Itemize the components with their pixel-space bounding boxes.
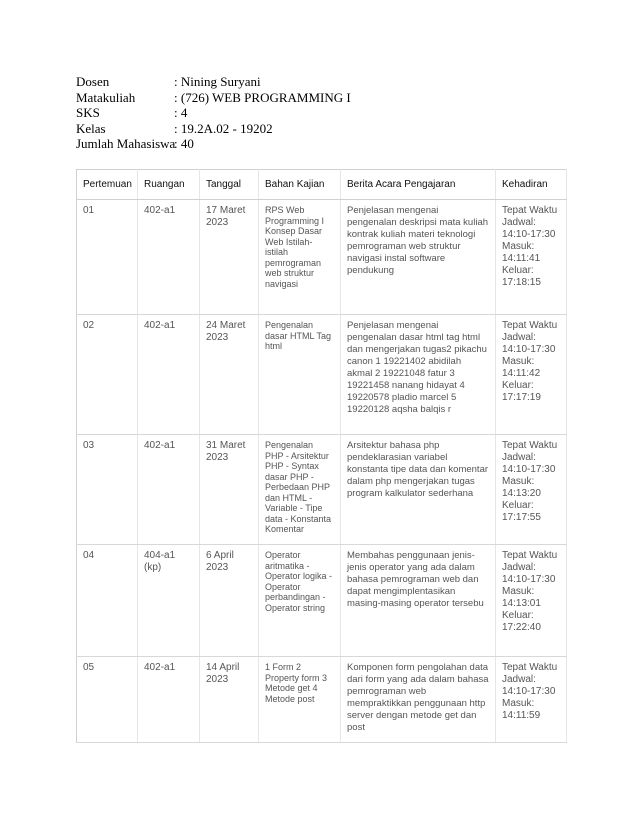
cell-kehadiran: Tepat Waktu Jadwal: 14:10-17:30 Masuk: 14:13:20 Keluar: 17:17:55 bbox=[496, 435, 567, 545]
cell-ruangan: 402-a1 bbox=[138, 200, 200, 315]
jumlah-value: : 40 bbox=[174, 136, 194, 151]
cell-pertemuan: 03 bbox=[77, 435, 138, 545]
sks-row bbox=[76, 105, 351, 121]
matakuliah-row bbox=[76, 90, 351, 106]
cell-tanggal: 17 Maret 2023 bbox=[200, 200, 259, 315]
col-header-pertemuan: Pertemuan bbox=[77, 170, 138, 200]
cell-berita-acara: Arsitektur bahasa php pendeklarasian variabel konstanta tipe data dan komentar dalam php mengerjakan tugas program kalkulator sederhana bbox=[341, 435, 496, 545]
cell-bahan-kajian: 1 Form 2 Property form 3 Metode get 4 Metode post bbox=[259, 657, 341, 743]
table-header-row bbox=[77, 170, 567, 200]
cell-pertemuan: 01 bbox=[77, 200, 138, 315]
cell-berita-acara: Penjelasan mengenai pengenalan deskripsi mata kuliah kontrak kuliah materi teknologi pemrograman web struktur navigasi instal software pendukung bbox=[341, 200, 496, 315]
table-row bbox=[77, 545, 567, 657]
col-header-berita-acara: Berita Acara Pengajaran bbox=[341, 170, 496, 200]
table-row bbox=[77, 315, 567, 435]
table-row bbox=[77, 657, 567, 743]
kelas-row bbox=[76, 121, 351, 137]
kelas-value: : 19.2A.02 - 19202 bbox=[174, 120, 273, 136]
cell-ruangan: 402-a1 bbox=[138, 435, 200, 545]
cell-bahan-kajian: Pengenalan dasar HTML Tag html bbox=[259, 315, 341, 435]
cell-bahan-kajian: Operator aritmatika - Operator logika - Operator perbandingan - Operator string bbox=[259, 545, 341, 657]
cell-berita-acara: Penjelasan mengenai pengenalan dasar html tag html dan mengerjakan tugas2 pikachu canon 1 19221402 abidilah akmal 2 19221048 fatur 3 19221458 nanang hidayat 4 19220578 pladio marcel 5 19220128 aqsha balqis r bbox=[341, 315, 496, 435]
col-header-kehadiran: Kehadiran bbox=[496, 170, 567, 200]
cell-ruangan: 402-a1 bbox=[138, 315, 200, 435]
matakuliah-label: Matakuliah bbox=[76, 89, 136, 105]
cell-berita-acara: Komponen form pengolahan data dari form yang ada dalam bahasa pemrograman web mempraktikkan penggunaan http server dengan metode get dan post bbox=[341, 657, 496, 743]
attendance-table bbox=[76, 169, 567, 743]
cell-kehadiran: Tepat Waktu Jadwal: 14:10-17:30 Masuk: 14:11:42 Keluar: 17:17:19 bbox=[496, 315, 567, 435]
kelas-label: Kelas bbox=[76, 120, 106, 136]
cell-tanggal: 14 April 2023 bbox=[200, 657, 259, 743]
matakuliah-value: : (726) WEB PROGRAMMING I bbox=[174, 89, 351, 105]
course-header bbox=[76, 74, 351, 152]
col-header-tanggal: Tanggal bbox=[200, 170, 259, 200]
cell-kehadiran: Tepat Waktu Jadwal: 14:10-17:30 Masuk: 14:13:01 Keluar: 17:22:40 bbox=[496, 545, 567, 657]
jumlah-row bbox=[76, 136, 351, 152]
cell-tanggal: 31 Maret 2023 bbox=[200, 435, 259, 545]
cell-ruangan: 402-a1 bbox=[138, 657, 200, 743]
cell-pertemuan: 05 bbox=[77, 657, 138, 743]
dosen-value: : Nining Suryani bbox=[174, 74, 261, 89]
cell-tanggal: 6 April 2023 bbox=[200, 545, 259, 657]
col-header-bahan-kajian: Bahan Kajian bbox=[259, 170, 341, 200]
jumlah-label: Jumlah Mahasiswa bbox=[76, 136, 176, 151]
cell-pertemuan: 02 bbox=[77, 315, 138, 435]
sks-value: : 4 bbox=[174, 105, 188, 120]
sks-label: SKS bbox=[76, 105, 100, 120]
cell-ruangan: 404-a1 (kp) bbox=[138, 545, 200, 657]
dosen-label: Dosen bbox=[76, 74, 110, 89]
cell-berita-acara: Membahas penggunaan jenis-jenis operator yang ada dalam bahasa pemrograman web dan dapat mengimplentasikan masing-masing operator tersebu bbox=[341, 545, 496, 657]
table-row bbox=[77, 435, 567, 545]
table-row bbox=[77, 200, 567, 315]
cell-bahan-kajian: Pengenalan PHP - Arsitektur PHP - Syntax dasar PHP - Perbedaan PHP dan HTML - Variable - Tipe data - Konstanta Komentar bbox=[259, 435, 341, 545]
col-header-ruangan: Ruangan bbox=[138, 170, 200, 200]
cell-bahan-kajian: RPS Web Programming I Konsep Dasar Web Istilah-istilah pemrograman web struktur navigasi bbox=[259, 200, 341, 315]
dosen-row bbox=[76, 74, 351, 90]
cell-kehadiran: Tepat Waktu Jadwal: 14:10-17:30 Masuk: 14:11:59 bbox=[496, 657, 567, 743]
cell-tanggal: 24 Maret 2023 bbox=[200, 315, 259, 435]
cell-kehadiran: Tepat Waktu Jadwal: 14:10-17:30 Masuk: 14:11:41 Keluar: 17:18:15 bbox=[496, 200, 567, 315]
cell-pertemuan: 04 bbox=[77, 545, 138, 657]
